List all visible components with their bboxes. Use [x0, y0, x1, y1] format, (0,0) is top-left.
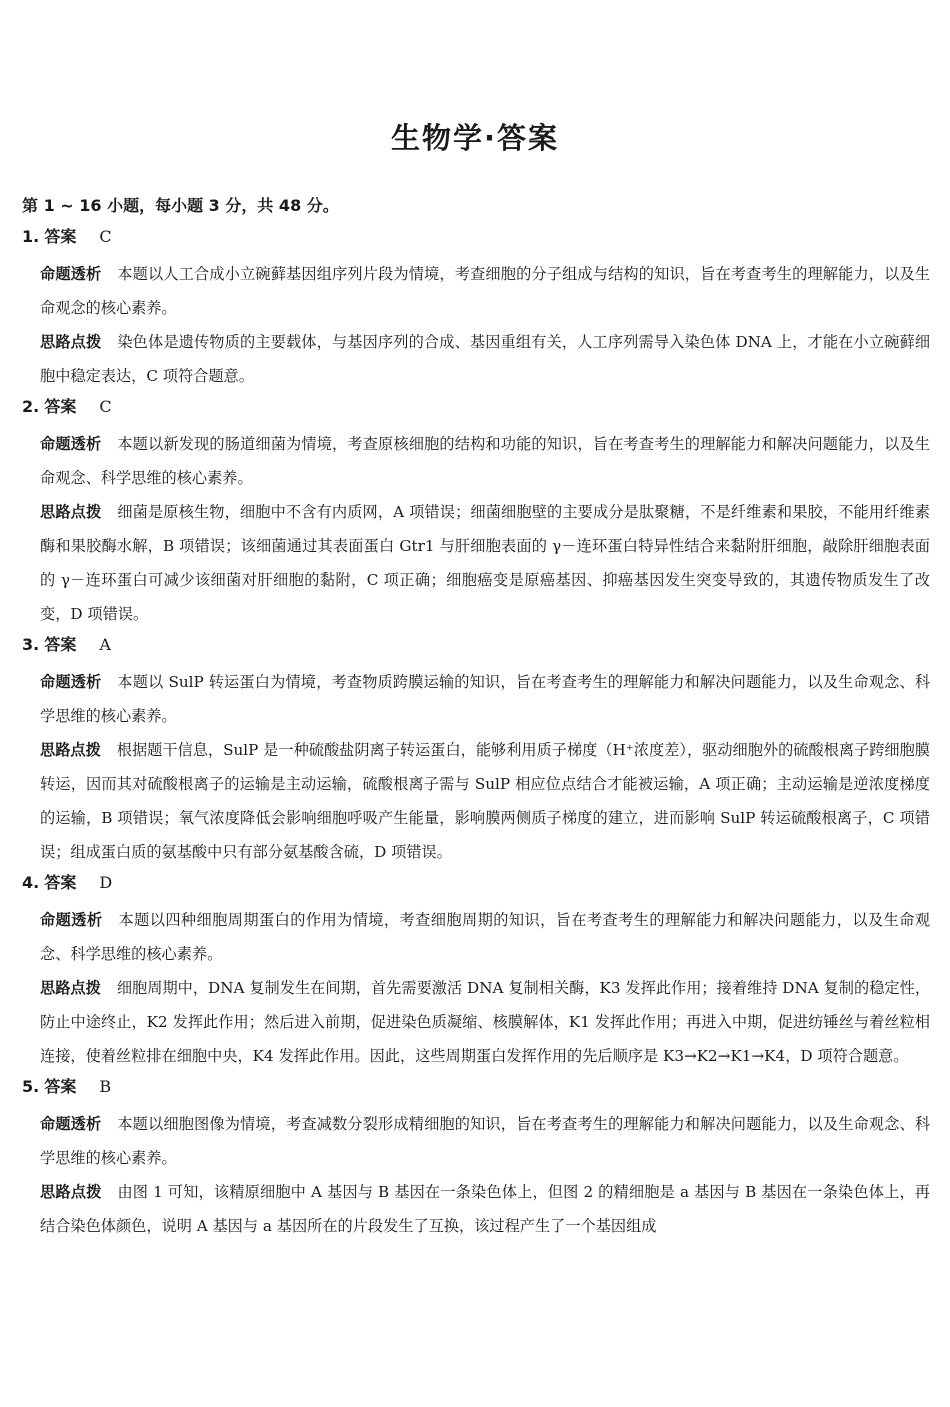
answer-label: 答案: [44, 873, 77, 892]
answer-line: [22, 635, 930, 655]
answer-value: C: [99, 227, 112, 246]
hint-text: 根据题干信息，SulP 是一种硫酸盐阴离子转运蛋白，能够利用质子梯度（H⁺浓度差），驱动细胞外的硫酸根离子跨细胞膜转运，因而其对硫酸根离子的运输是主动运输，硫酸根离子需与 SulP 相应位点结合才能被运输，A 项正确；主动运输是逆浓度梯度的运输，B 项错误；氧气浓度降低会影响细胞呼吸产生能量，影响膜两侧质子梯度的建立，进而影响 SulP 转运硫酸根离子，C 项错误；组成蛋白质的氨基酸中只有部分氨基酸含硫，D 项错误。: [40, 741, 930, 861]
analysis-label: 命题透析: [40, 435, 102, 453]
answer-value: D: [99, 873, 113, 892]
hint-paragraph: [22, 1175, 930, 1243]
question-number: 2.: [22, 397, 40, 416]
hint-text: 细胞周期中，DNA 复制发生在间期，首先需要激活 DNA 复制相关酶，K3 发挥此作用；接着维持 DNA 复制的稳定性，防止中途终止，K2 发挥此作用；然后进入前期，促进染色质凝缩、核膜解体，K1 发挥此作用；再进入中期，促进纺锤丝与着丝粒相连接，使着丝粒排在细胞中央，K4 发挥此作用。因此，这些周期蛋白发挥作用的先后顺序是 K3→K2→K1→K4，D 项符合题意。: [40, 979, 931, 1065]
hint-label: 思路点拨: [40, 979, 101, 997]
analysis-label: 命题透析: [40, 911, 103, 929]
answer-line: [22, 1077, 930, 1097]
hint-label: 思路点拨: [40, 741, 101, 759]
hint-label: 思路点拨: [40, 333, 102, 351]
answer-line: [22, 873, 930, 893]
answer-label: 答案: [44, 227, 77, 246]
analysis-paragraph: [22, 257, 930, 325]
hint-paragraph: [22, 971, 930, 1073]
analysis-label: 命题透析: [40, 1115, 102, 1133]
question-2: [22, 397, 930, 631]
analysis-text: 本题以人工合成小立碗藓基因组序列片段为情境，考查细胞的分子组成与结构的知识，旨在考查考生的理解能力，以及生命观念的核心素养。: [40, 265, 930, 317]
answer-label: 答案: [44, 1077, 77, 1096]
hint-label: 思路点拨: [40, 1183, 102, 1201]
analysis-label: 命题透析: [40, 265, 102, 283]
analysis-text: 本题以四种细胞周期蛋白的作用为情境，考查细胞周期的知识，旨在考查考生的理解能力和解决问题能力，以及生命观念、科学思维的核心素养。: [40, 911, 931, 963]
analysis-paragraph: [22, 903, 930, 971]
answer-line: [22, 397, 930, 417]
question-4: [22, 873, 930, 1073]
hint-text: 细菌是原核生物，细胞中不含有内质网，A 项错误；细菌细胞壁的主要成分是肽聚糖，不是纤维素和果胶，不能用纤维素酶和果胶酶水解，B 项错误；该细菌通过其表面蛋白 Gtr1 与肝细胞表面的 γ－连环蛋白特异性结合来黏附肝细胞，敲除肝细胞表面的 γ－连环蛋白可减少该细菌对肝细胞的黏附，C 项正确；细胞癌变是原癌基因、抑癌基因发生突变导致的，其遗传物质发生了改变，D 项错误。: [40, 503, 931, 623]
analysis-paragraph: [22, 427, 930, 495]
answer-label: 答案: [44, 635, 77, 654]
answer-label: 答案: [44, 397, 77, 416]
section-intro: 第 1 ~ 16 小题，每小题 3 分，共 48 分。: [22, 196, 339, 215]
hint-paragraph: [22, 325, 930, 393]
question-number: 5.: [22, 1077, 40, 1096]
answer-value: B: [99, 1077, 112, 1096]
analysis-label: 命题透析: [40, 673, 102, 691]
analysis-text: 本题以 SulP 转运蛋白为情境，考查物质跨膜运输的知识，旨在考查考生的理解能力和解决问题能力，以及生命观念、科学思维的核心素养。: [40, 673, 931, 725]
analysis-paragraph: [22, 1107, 930, 1175]
analysis-text: 本题以新发现的肠道细菌为情境，考查原核细胞的结构和功能的知识，旨在考查考生的理解能力和解决问题能力，以及生命观念、科学思维的核心素养。: [40, 435, 930, 487]
answer-list: [22, 227, 930, 1243]
question-1: [22, 227, 930, 393]
question-number: 1.: [22, 227, 40, 246]
hint-text: 染色体是遗传物质的主要载体，与基因序列的合成、基因重组有关，人工序列需导入染色体 DNA 上，才能在小立碗藓细胞中稳定表达，C 项符合题意。: [40, 333, 931, 385]
answer-value: C: [99, 397, 112, 416]
question-5: [22, 1077, 930, 1243]
page-title: 生物学·答案: [390, 121, 560, 155]
analysis-text: 本题以细胞图像为情境，考查减数分裂形成精细胞的知识，旨在考查考生的理解能力和解决问题能力，以及生命观念、科学思维的核心素养。: [40, 1115, 930, 1167]
hint-paragraph: [22, 495, 930, 631]
hint-label: 思路点拨: [40, 503, 102, 521]
answer-line: [22, 227, 930, 247]
hint-text: 由图 1 可知，该精原细胞中 A 基因与 B 基因在一条染色体上，但图 2 的精细胞是 a 基因与 B 基因在一条染色体上，再结合染色体颜色，说明 A 基因与 a 基因所在的片段发生了互换，该过程产生了一个基因组成: [40, 1183, 930, 1235]
analysis-paragraph: [22, 665, 930, 733]
hint-paragraph: [22, 733, 930, 869]
question-3: [22, 635, 930, 869]
question-number: 3.: [22, 635, 40, 654]
question-number: 4.: [22, 873, 40, 892]
answer-value: A: [99, 635, 111, 654]
